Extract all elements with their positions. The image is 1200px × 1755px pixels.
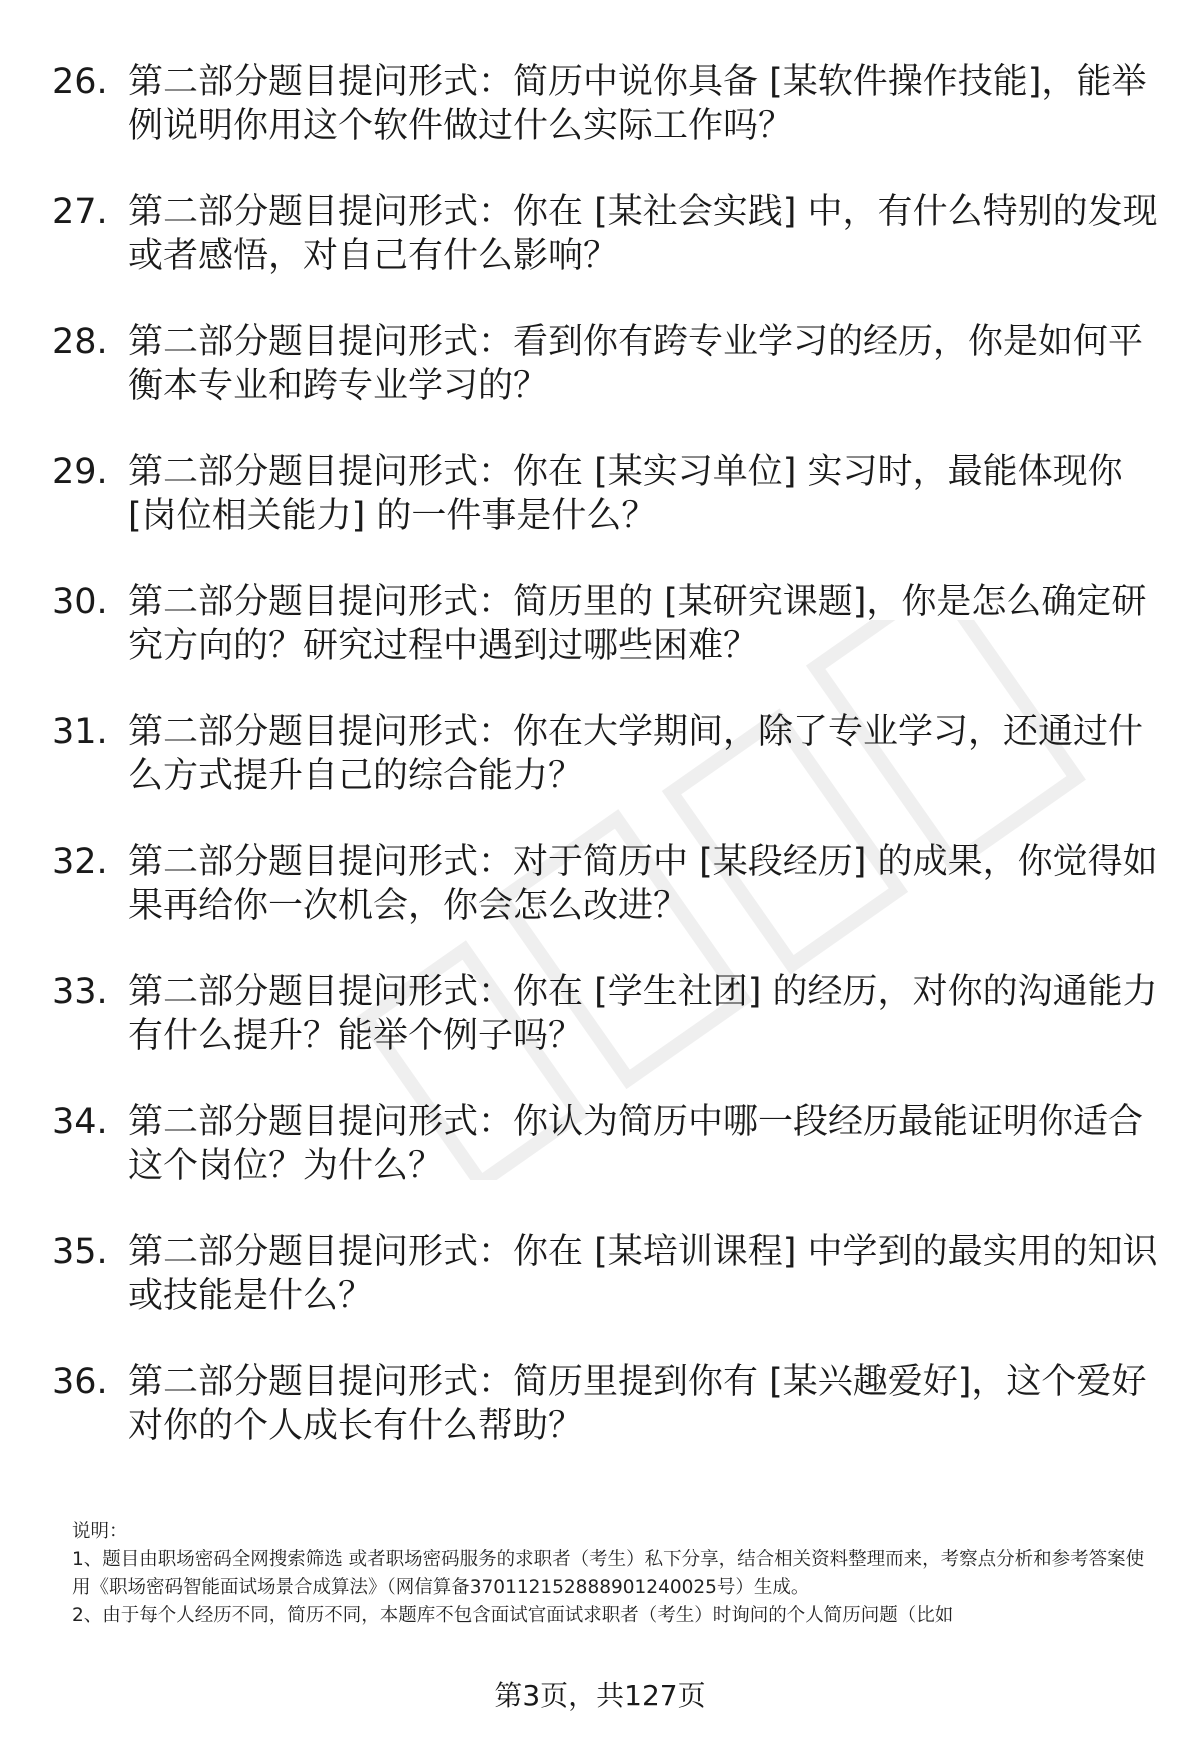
question-number: 27. [52,192,108,232]
question-text: 第二部分题目提问形式：你在 [某社会实践] 中，有什么特别的发现或者感悟，对自己有什么影响？ [128,192,1158,276]
question-number: 34. [52,1102,108,1142]
question-text: 第二部分题目提问形式：你认为简历中哪一段经历最能证明你适合这个岗位？为什么？ [128,1102,1144,1186]
question-text: 第二部分题目提问形式：你在 [某培训课程] 中学到的最实用的知识或技能是什么？ [128,1232,1158,1316]
notes-heading: 说明： [72,1521,128,1542]
question-number: 28. [52,322,108,362]
question-item [52,320,1162,450]
question-text: 第二部分题目提问形式：简历里提到你有 [某兴趣爱好]，这个爱好对你的个人成长有什么帮助？ [128,1362,1147,1446]
question-number: 36. [52,1362,108,1402]
question-item [52,970,1162,1100]
notes-section [72,1518,1157,1630]
question-number: 32. [52,842,108,882]
question-text: 第二部分题目提问形式：简历中说你具备 [某软件操作技能]，能举例说明你用这个软件做过什么实际工作吗？ [128,62,1147,146]
question-number: 33. [52,972,108,1012]
question-item [52,840,1162,970]
question-item [52,1360,1162,1490]
question-item [52,1230,1162,1360]
question-number: 35. [52,1232,108,1272]
question-text: 第二部分题目提问形式：简历里的 [某研究课题]，你是怎么确定研究方向的？研究过程中遇到过哪些困难？ [128,582,1147,666]
question-list [52,60,1162,1490]
question-item [52,60,1162,190]
question-text: 第二部分题目提问形式：对于简历中 [某段经历] 的成果，你觉得如果再给你一次机会，你会怎么改进？ [128,842,1158,926]
notes-item-1: 1、题目由职场密码全网搜索筛选 或者职场密码服务的求职者（考生）私下分享，结合相关资料整理而来，考察点分析和参考答案使用《职场密码智能面试场景合成算法》（网信算备370112152888901240025号）生成。 [72,1549,1145,1598]
notes-item-2: 2、由于每个人经历不同，简历不同，本题库不包含面试官面试求职者（考生）时询问的个人简历问题（比如 [72,1605,954,1626]
question-number: 31. [52,712,108,752]
question-text: 第二部分题目提问形式：看到你有跨专业学习的经历，你是如何平衡本专业和跨专业学习的？ [128,322,1144,406]
page-footer [0,1676,1200,1716]
question-text: 第二部分题目提问形式：你在大学期间，除了专业学习，还通过什么方式提升自己的综合能力？ [128,712,1144,796]
question-item [52,1100,1162,1230]
question-text: 第二部分题目提问形式：你在 [学生社团] 的经历，对你的沟通能力有什么提升？能举个例子吗？ [128,972,1158,1056]
question-text: 第二部分题目提问形式：你在 [某实习单位] 实习时，最能体现你 [岗位相关能力] 的一件事是什么？ [128,452,1123,536]
question-item [52,190,1162,320]
question-number: 26. [52,62,108,102]
question-item [52,450,1162,580]
question-item [52,710,1162,840]
question-item [52,580,1162,710]
question-number: 30. [52,582,108,622]
question-number: 29. [52,452,108,492]
page-number-label: 第3页，共127页 [494,1679,706,1712]
